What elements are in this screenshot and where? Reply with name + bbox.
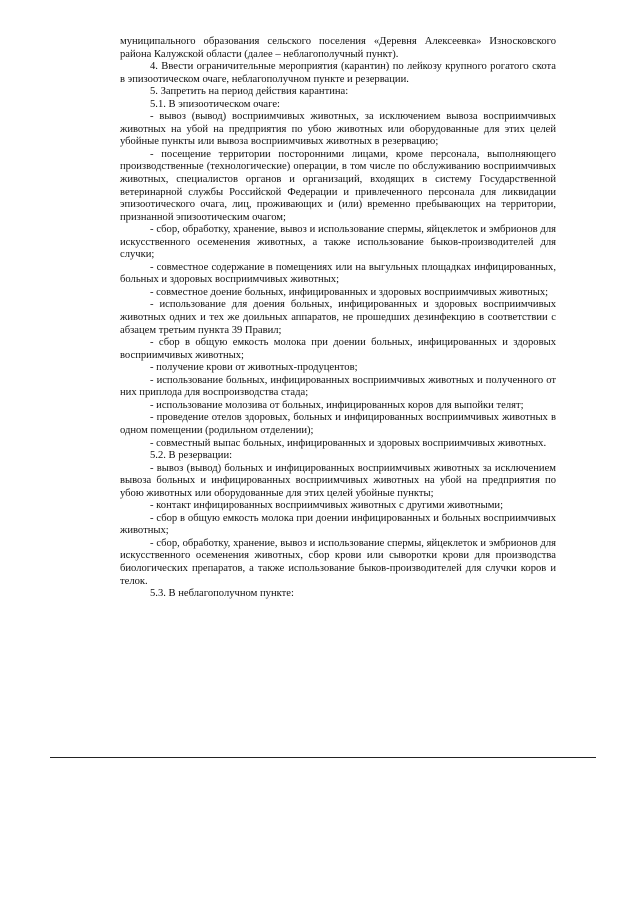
page-divider-line [50, 757, 596, 758]
paragraph-item-4: 4. Ввести ограничительные мероприятия (карантин) по лейкозу крупного рогатого скота в эпизоотическом очаге, неблагополучном пункте и резервации. [120, 61, 556, 85]
list-item: - вывоз (вывод) больных и инфицированных восприимчивых животных за исключением вывоза больных и инфицированных восприимчивых животных на убой на предприятия по убою животных или оборудованные для этих целей убойные пункты; [120, 462, 556, 499]
list-item: - использование для доения больных, инфицированных и здоровых восприимчивых животных одних и тех же доильных аппаратов, не прошедших дезинфекцию в соответствии с абзацем третьим пункта 39 Правил; [120, 299, 556, 336]
list-item: - вывоз (вывод) восприимчивых животных, за исключением вывоза восприимчивых животных на убой на предприятия по убою животных или оборудованные для этих целей убойные пункты или вывоза восприимчивых животных в резервацию; [120, 111, 556, 148]
list-item: - посещение территории посторонними лицами, кроме персонала, выполняющего производственные (технологические) операции, в том числе по обслуживанию восприимчивых животных, специалистов органов и организаций, входящих в систему Государственной ветеринарной службы Российской Федерации и привлеченного персонала для ликвидации эпизоотического очага, лиц, проживающих и (или) временно пребывающих на территории, признанной эпизоотическим очагом; [120, 148, 556, 223]
list-item: - сбор, обработку, хранение, вывоз и использование спермы, яйцеклеток и эмбрионов для искусственного осеменения животных, сбор крови или сыворотки крови для производства биологических препаратов, а также использование быков-производителей для случки коров и телок. [120, 537, 556, 587]
list-item: - сбор в общую емкость молока при доении больных, инфицированных и здоровых восприимчивых животных; [120, 337, 556, 361]
list-item: - использование больных, инфицированных восприимчивых животных и полученного от них приплода для воспроизводства стада; [120, 374, 556, 399]
list-item: - проведение отелов здоровых, больных и инфицированных восприимчивых животных в одном помещении (родильном отделении); [120, 412, 556, 436]
document-body [120, 36, 556, 601]
section-heading-5-3: 5.3. В неблагополучном пункте: [150, 588, 294, 600]
list-item: - получение крови от животных-продуцентов; [150, 362, 358, 374]
paragraph-item-5: 5. Запретить на период действия карантина: [150, 86, 349, 98]
section-heading-5-2: 5.2. В резервации: [150, 450, 233, 462]
paragraph-locality: муниципального образования сельского поселения «Деревня Алексеевка» Износковского района Калужской области (далее – неблагополучный пункт). [120, 36, 556, 60]
list-item: - совместный выпас больных, инфицированных и здоровых восприимчивых животных. [150, 437, 547, 449]
section-heading-5-1: 5.1. В эпизоотическом очаге: [150, 98, 280, 110]
list-item: - контакт инфицированных восприимчивых животных с другими животными; [150, 500, 504, 512]
list-item: - совместное доение больных, инфицированных и здоровых восприимчивых животных; [150, 286, 549, 298]
list-item: - сбор, обработку, хранение, вывоз и использование спермы, яйцеклеток и эмбрионов для искусственного осеменения животных, а также использование быков-производителей для случки; [120, 224, 556, 261]
list-item: - сбор в общую емкость молока при доении инфицированных и больных восприимчивых животных; [120, 512, 556, 537]
list-item: - совместное содержание в помещениях или на выгульных площадках инфицированных, больных и здоровых восприимчивых животных; [120, 261, 556, 286]
list-item: - использование молозива от больных, инфицированных коров для выпойки телят; [150, 399, 524, 411]
